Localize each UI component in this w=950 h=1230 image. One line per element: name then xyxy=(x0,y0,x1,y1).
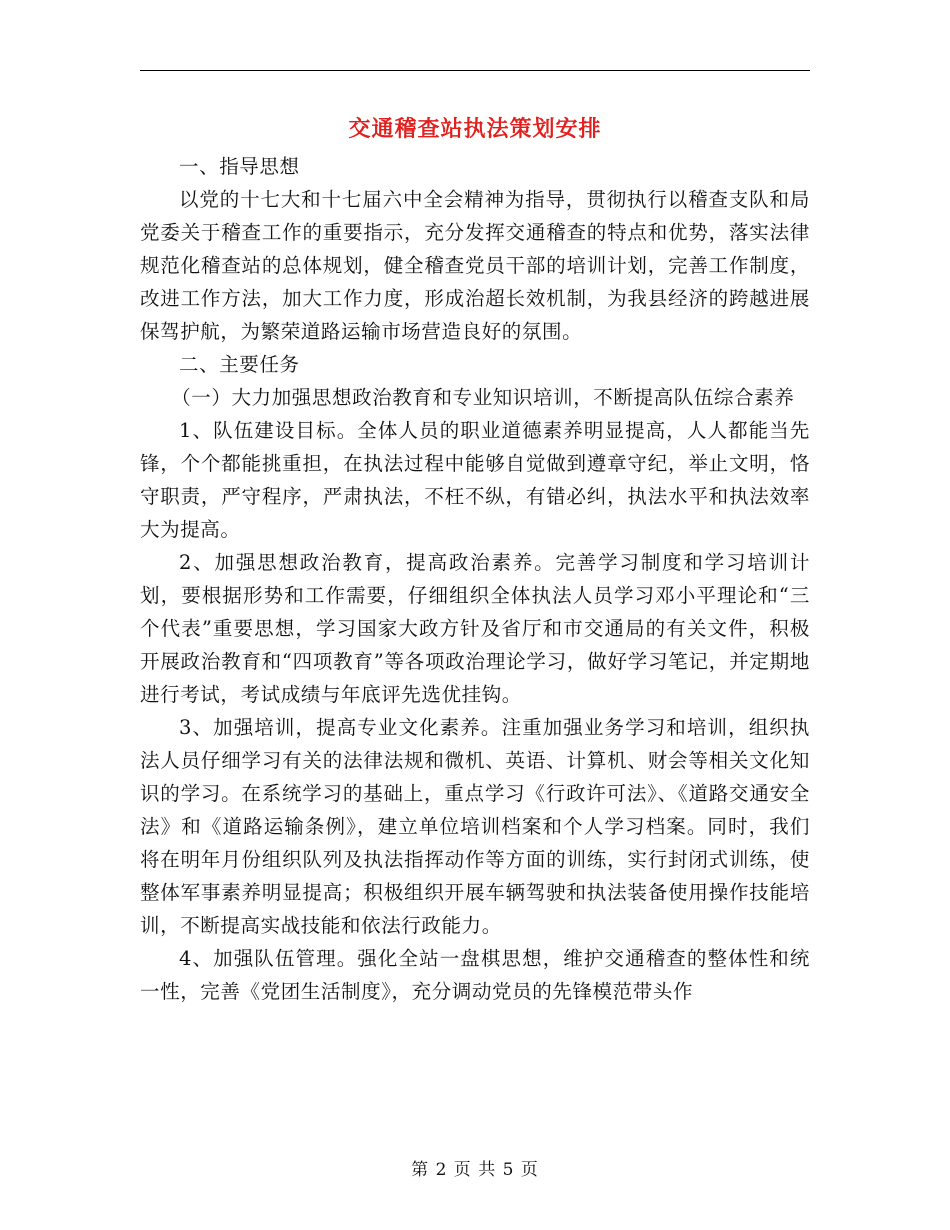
paragraph: 以党的十七大和十七届六中全会精神为指导，贯彻执行以稽查支队和局党委关于稽查工作的重要指示，充分发挥交通稽查的特点和优势，落实法律规范化稽查站的总体规划，健全稽查党员干部的培训计划，完善工作制度，改进工作方法，加大工作力度，形成治超长效机制，为我县经济的跨越进展保驾护航，为繁荣道路运输市场营造良好的氛围。 xyxy=(140,188,810,343)
document-body xyxy=(140,150,810,1008)
paragraph: 4、加强队伍管理。强化全站一盘棋思想，维护交通稽查的整体性和统一性，完善《党团生活制度》，充分调动党员的先锋模范带头作 xyxy=(140,947,810,1003)
subsection-heading: （一）大力加强思想政治教育和专业知识培训，不断提高队伍综合素养 xyxy=(171,386,795,409)
document-title: 交通稽查站执法策划安排 xyxy=(348,117,602,142)
section-heading: 一、指导思想 xyxy=(179,155,300,178)
paragraph: 1、队伍建设目标。全体人员的职业道德素养明显提高，人人都能当先锋，个个都能挑重担，在执法过程中能够自觉做到遵章守纪，举止文明，恪守职责，严守程序，严肃执法，不枉不纵，有错必纠，执法水平和执法效率大为提高。 xyxy=(140,419,810,541)
header-rule xyxy=(140,70,810,71)
paragraph: 2、加强思想政治教育，提高政治素养。完善学习制度和学习培训计划，要根据形势和工作需要，仔细组织全体执法人员学习邓小平理论和“三个代表”重要思想，学习国家大政方针及省厅和市交通局的有关文件，积极开展政治教育和“四项教育”等各项政治理论学习，做好学习笔记，并定期地进行考试，考试成绩与年底评先选优挂钩。 xyxy=(140,551,810,706)
section-heading: 二、主要任务 xyxy=(179,353,300,376)
paragraph: 3、加强培训，提高专业文化素养。注重加强业务学习和培训，组织执法人员仔细学习有关的法律法规和微机、英语、计算机、财会等相关文化知识的学习。在系统学习的基础上，重点学习《行政许可法》、《道路交通安全法》和《道路运输条例》，建立单位培训档案和个人学习档案。同时，我们将在明年月份组织队列及执法指挥动作等方面的训练，实行封闭式训练，使整体军事素养明显提高；积极组织开展车辆驾驶和执法装备使用操作技能培训，不断提高实战技能和依法行政能力。 xyxy=(140,716,810,937)
page-number: 第 2 页 共 5 页 xyxy=(411,1160,539,1180)
